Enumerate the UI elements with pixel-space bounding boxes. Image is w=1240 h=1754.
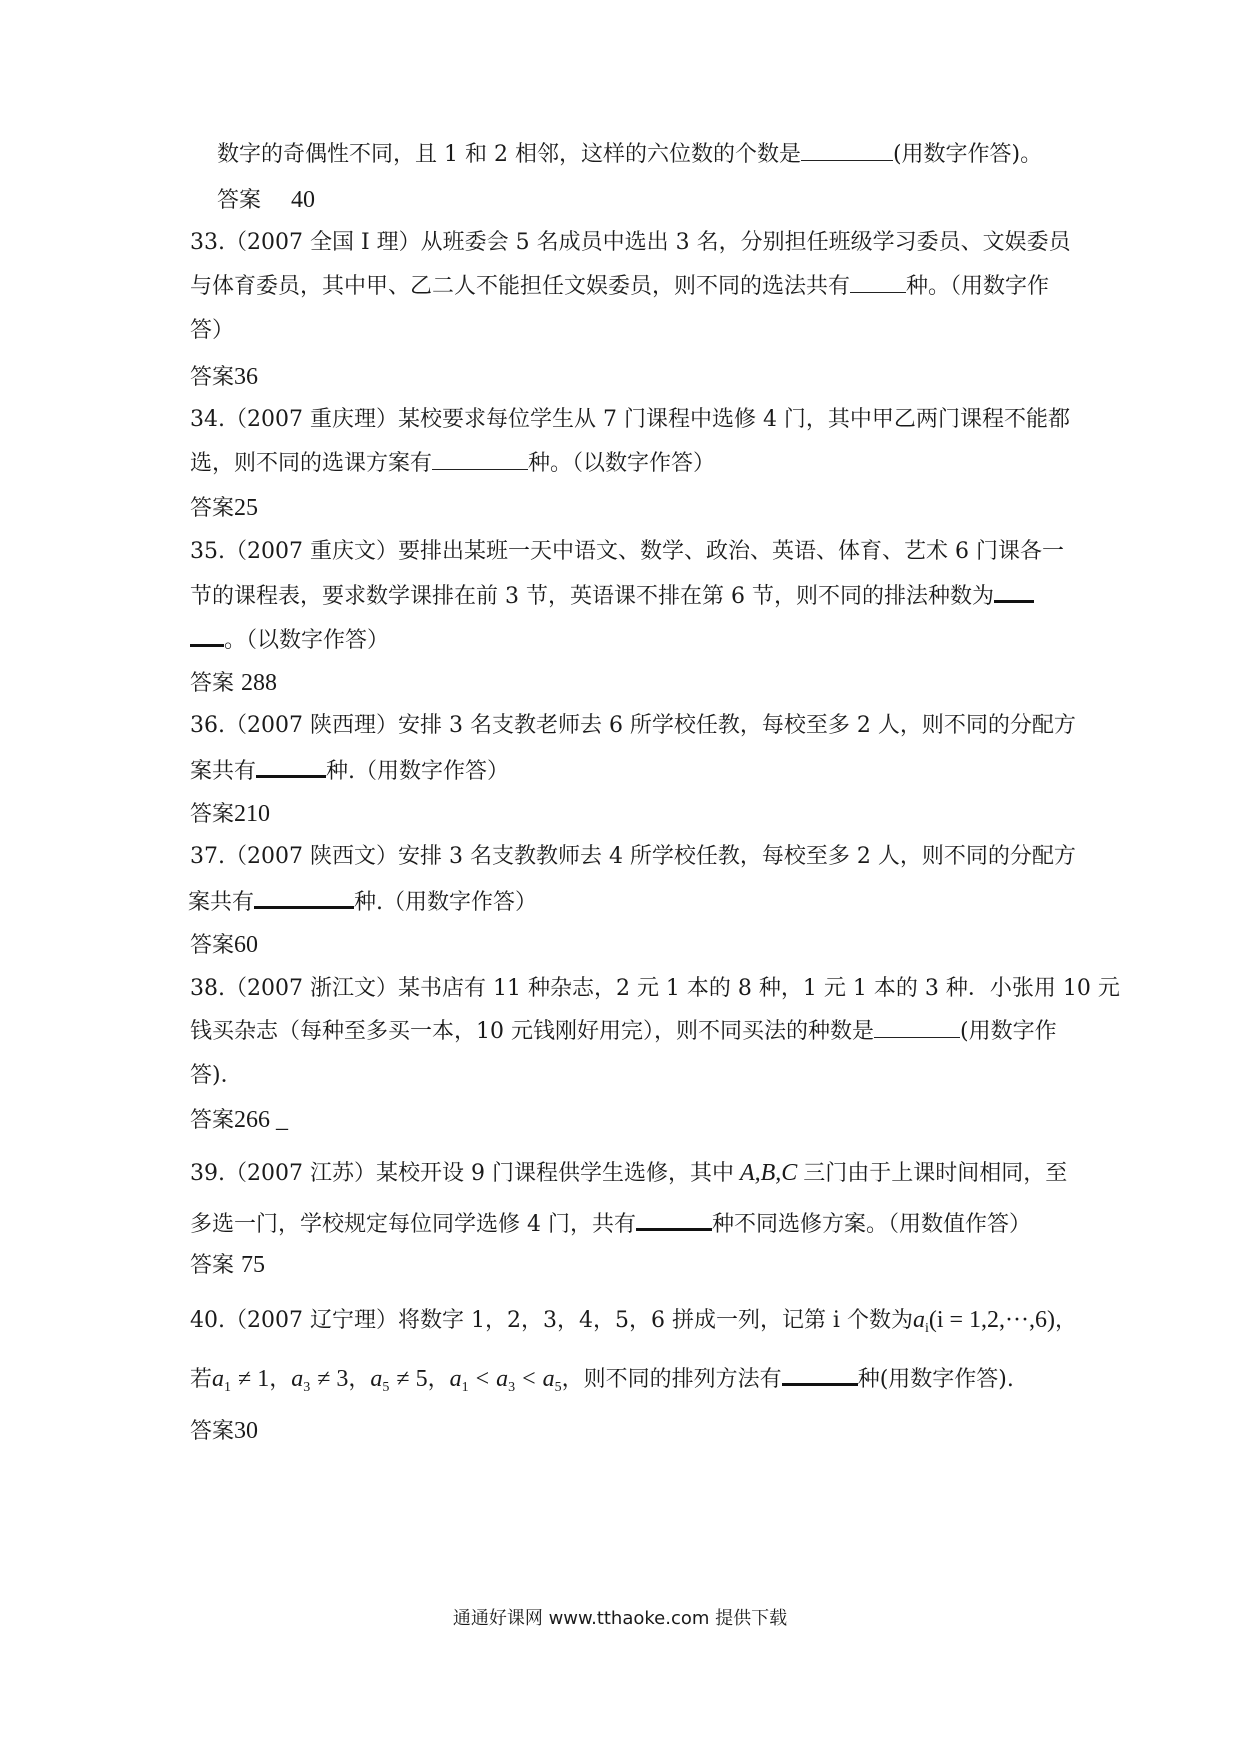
- question-38-line-3: 答)．: [190, 1063, 243, 1088]
- question-37-line-1: 37.（2007 陕西文）安排 3 名支教教师去 4 所学校任教，每校至多 2 人，则不同的分配方: [190, 844, 1076, 869]
- question-37-line-2: 案共有 种.（用数字作答）: [188, 886, 1048, 918]
- answer-35: 答案 288: [190, 670, 278, 696]
- answer-39: 答案 75: [190, 1252, 266, 1278]
- question-32-line: [217, 140, 1077, 170]
- question-35-line-2: 节的课程表，要求数学课排在前 3 节，英语课不排在第 6 节，则不同的排法种数为: [190, 580, 1050, 612]
- answer-40: 答案30: [190, 1418, 259, 1444]
- question-34-line-1: 34.（2007 重庆理）某校要求每位学生从 7 门课程中选修 4 门，其中甲乙两门课程不能都: [190, 407, 1070, 432]
- answer-blank: [850, 272, 906, 293]
- answer-blank: [190, 624, 224, 647]
- answer-blank: [636, 1208, 712, 1231]
- answer-34: 答案25: [190, 495, 259, 521]
- answer-38: 答案266 _: [190, 1107, 289, 1133]
- question-38-line-1: 38.（2007 浙江文）某书店有 11 种杂志，2 元 1 本的 8 种，1 元 1 本的 3 种．小张用 10 元: [190, 976, 1120, 1001]
- answer-blank: [782, 1363, 858, 1386]
- question-33-line-2: 与体育委员，其中甲、乙二人不能担任文娱委员，则不同的选法共有 种。（用数字作: [190, 274, 1050, 299]
- question-40-line-1: 40.（2007 辽宁理）将数字 1，2，3，4，5，6 拼成一列，记第 i 个数为$a_i(i = 1,2,\cdot\cdot\cdot,6)$，: [190, 1307, 1078, 1336]
- question-36-line-2: 案共有 种.（用数字作答）: [190, 755, 1050, 787]
- question-34-line-2: 选，则不同的选课方案有 种。（以数字作答）: [190, 451, 716, 476]
- question-text: (用数字作答)。: [892, 142, 1043, 167]
- answer-blank: [874, 1017, 960, 1038]
- question-33-line-3: 答）: [190, 318, 235, 343]
- question-33-line-1: 33.（2007 全国 I 理）从班委会 5 名成员中选出 3 名，分别担任班级学习委员、文娱委员: [190, 230, 1071, 255]
- answer-33: 答案36: [190, 364, 259, 390]
- answer-36: 答案210: [190, 801, 271, 827]
- math-variables: A,B,C: [739, 1160, 798, 1186]
- answer-blank: [801, 140, 893, 161]
- question-38-line-2: 钱买杂志（每种至多买一本，10 元钱刚好用完），则不同买法的种数是 (用数字作: [190, 1019, 1057, 1044]
- answer-37: 答案60: [190, 932, 259, 958]
- question-text: 数字的奇偶性不同，且 1 和 2 相邻，这样的六位数的个数是: [217, 142, 801, 167]
- answer-blank: [254, 886, 354, 909]
- question-35-line-3: 。（以数字作答）: [190, 624, 1050, 656]
- answer-blank: [994, 580, 1034, 603]
- answer-32: 答案 40: [217, 187, 316, 213]
- question-35-line-1: 35.（2007 重庆文）要排出某班一天中语文、数学、政治、英语、体育、艺术 6 门课各一: [190, 539, 1064, 564]
- question-40-line-2: 若$a_1 \ne 1$，$a_3 \ne 3$，$a_5 \ne 5$，$a_1 < a_3 < a_5$，则不同的排列方法有 种(用数字作答).: [190, 1363, 1050, 1403]
- math-expression: $a_i$: [912, 1307, 929, 1336]
- answer-blank: [432, 449, 528, 470]
- question-39-line-1: 39.（2007 江苏）某校开设 9 门课程供学生选修，其中 A,B,C 三门由于上课时间相同，至: [190, 1160, 1068, 1186]
- question-39-line-2: 多选一门，学校规定每位同学选修 4 门，共有 种不同选修方案。（用数值作答）: [190, 1208, 1050, 1240]
- page-footer: 通通好课网 www.tthaoke.com 提供下载: [452, 1608, 788, 1629]
- question-36-line-1: 36.（2007 陕西理）安排 3 名支教老师去 6 所学校任教，每校至多 2 人，则不同的分配方: [190, 713, 1076, 738]
- answer-blank: [256, 755, 326, 778]
